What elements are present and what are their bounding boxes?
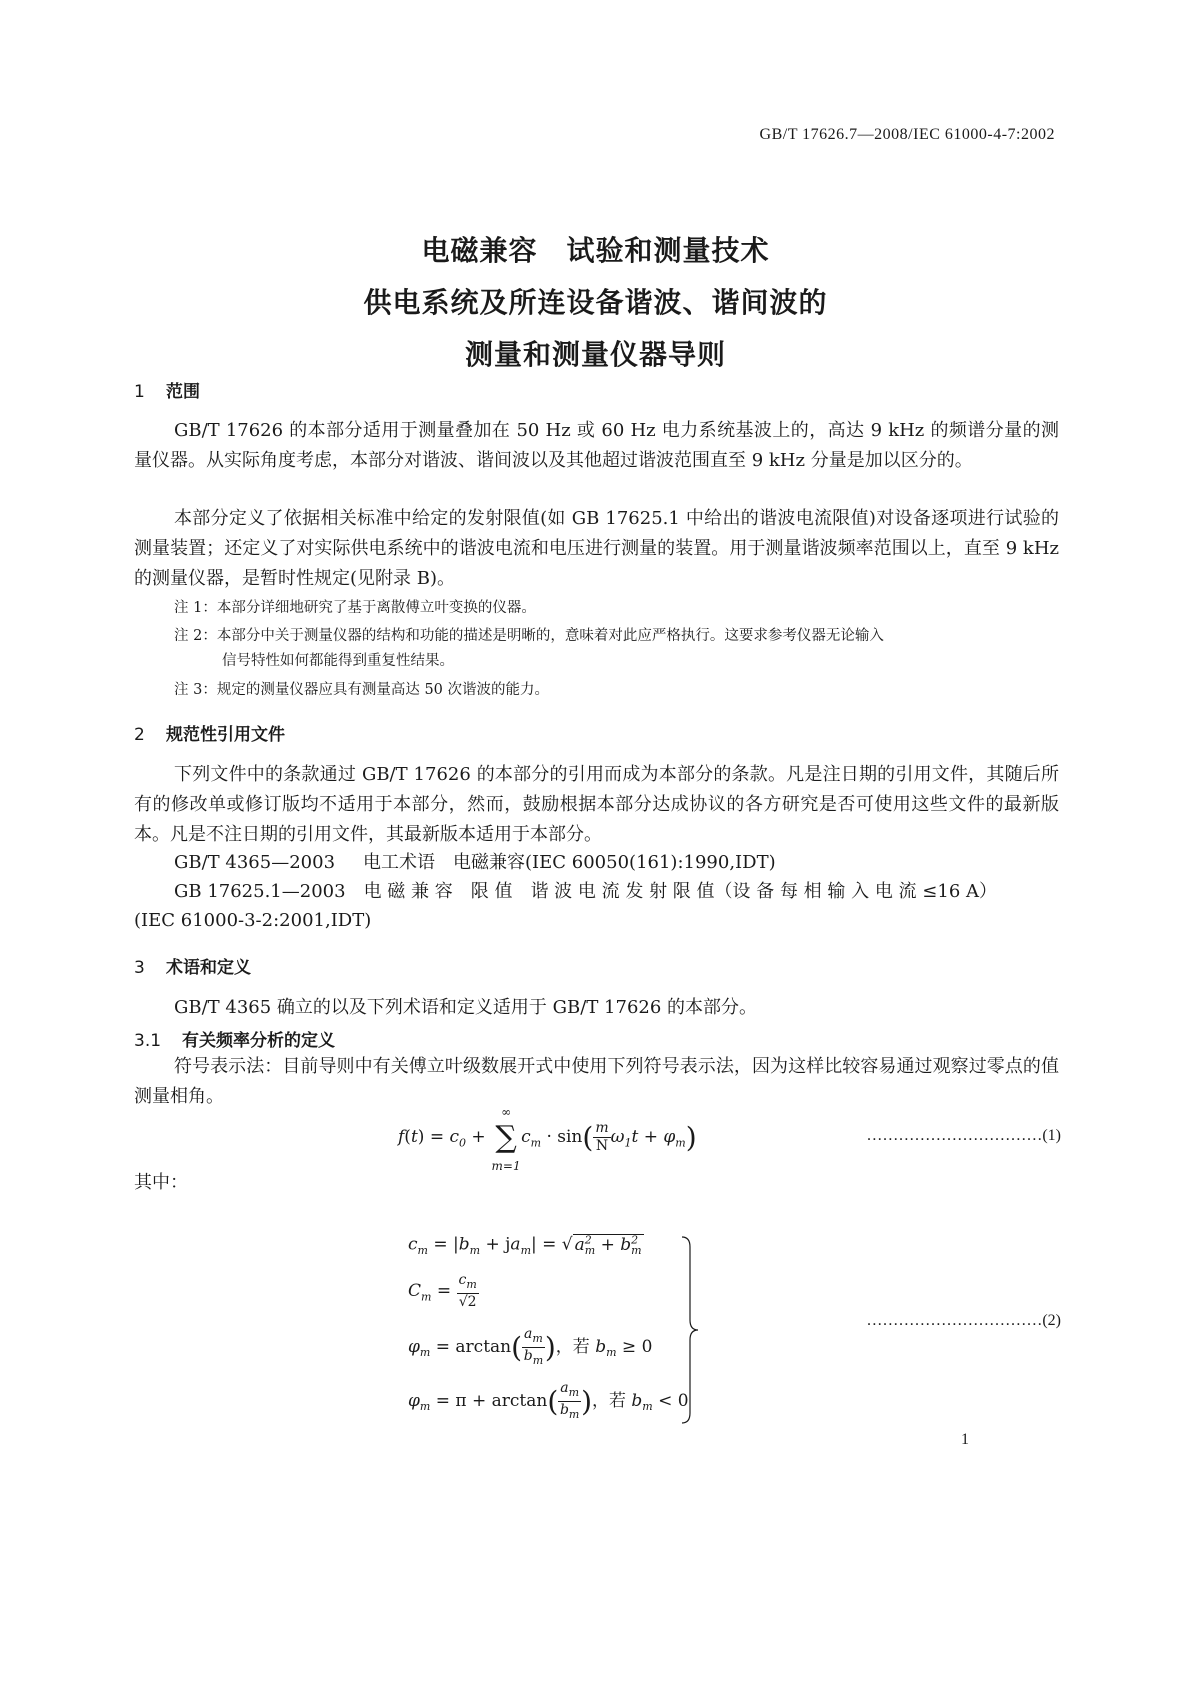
where-label: 其中： bbox=[134, 1172, 188, 1193]
section-title: 术语和定义 bbox=[166, 958, 251, 978]
fraction-am-over-bm: $\frac{a_m}{b_m}$ bbox=[523, 1326, 544, 1367]
title-line-3: 测量和测量仪器导则 bbox=[464, 338, 726, 371]
equation-2-number: ……………………………(2) bbox=[866, 1312, 1061, 1329]
subsection-3-1-heading bbox=[134, 1026, 335, 1051]
equation-1: $f(t) = c_0$ + ∞ ∑ m=1 $c_m \cdot \sin$( $\frac{m}{N}$ $\omega_1t + \varphi_m$) bbox=[398, 1104, 697, 1173]
section-1-paragraph-1: GB/T 17626 的本部分适用于测量叠加在 50 Hz 或 60 Hz 电力系统基波上的，高达 9 kHz 的频谱分量的测量仪器。从实际角度考虑，本部分对谐波、谐间波以及其他超过谐波范围直至 9 kHz 分量是加以区分的。 bbox=[134, 420, 1059, 471]
title-line-2: 供电系统及所连设备谐波、谐间波的 bbox=[363, 286, 828, 319]
section-1-paragraph-2: 本部分定义了依据相关标准中给定的发射限值(如 GB 17625.1 中给出的谐波电流限值)对设备逐项进行试验的测量装置；还定义了对实际供电系统中的谐波电流和电压进行测量的装置。用于测量谐波频率范围以上，直至 9 kHz 的测量仪器，是暂时性规定(见附录 B)。 bbox=[134, 508, 1059, 589]
section-3-heading bbox=[134, 953, 251, 978]
equation-2c: $\varphi_m = \arctan$( $\frac{a_m}{b_m}$ )，若 $b_m \ge 0$ bbox=[408, 1326, 653, 1367]
page-number: 1 bbox=[961, 1431, 969, 1448]
sum-symbol: ∞ ∑ m=1 bbox=[491, 1104, 521, 1173]
reference-2-continuation: (IEC 61000-3-2:2001,IDT) bbox=[134, 910, 372, 931]
section-number: 3 bbox=[134, 958, 145, 978]
fraction-m-over-n: $\frac{m}{N}$ bbox=[595, 1120, 609, 1154]
fraction-am-over-bm: $\frac{a_m}{b_m}$ bbox=[559, 1380, 580, 1421]
section-title: 规范性引用文件 bbox=[166, 725, 285, 745]
fraction-cm-over-sqrt2: $\frac{c_m}{√2}$ bbox=[458, 1272, 477, 1310]
condition-text: ，若 bbox=[592, 1390, 632, 1411]
reference-1-code: GB/T 4365—2003 bbox=[174, 852, 336, 873]
section-2-paragraph-1: 下列文件中的条款通过 GB/T 17626 的本部分的引用而成为本部分的条款。凡是注日期的引用文件，其随后所有的修改单或修订版均不适用于本部分，然而，鼓励根据本部分达成协议的各方研究是否可使用这些文件的最新版本。凡是不注日期的引用文件，其最新版本适用于本部分。 bbox=[134, 764, 1059, 845]
standard-code: GB/T 17626.7—2008/IEC 61000-4-7:2002 bbox=[759, 126, 1055, 143]
subsection-number: 3.1 bbox=[134, 1031, 162, 1051]
section-2-heading bbox=[134, 720, 285, 745]
reference-1 bbox=[174, 848, 776, 878]
condition-text: ，若 bbox=[555, 1336, 596, 1357]
reference-2: GB 17625.1—2003 电 磁 兼 容 限 值 谐 波 电 流 发 射 限 值（设 备 每 相 输 入 电 流 ≤16 A） bbox=[174, 881, 997, 902]
note-3: 注 3：规定的测量仪器应具有测量高达 50 次谐波的能力。 bbox=[174, 682, 550, 698]
note-2-line-1: 注 2：本部分中关于测量仪器的结构和功能的描述是明晰的，意味着对此应严格执行。这要求参考仪器无论输入 bbox=[174, 628, 884, 644]
title-line-1: 电磁兼容 试验和测量技术 bbox=[421, 234, 770, 267]
section-number: 1 bbox=[134, 382, 145, 402]
equation-1-number: ……………………………(1) bbox=[866, 1127, 1061, 1144]
section-number: 2 bbox=[134, 725, 145, 745]
note-2-line-2: 信号特性如何都能得到重复性结果。 bbox=[222, 653, 454, 669]
section-title: 范围 bbox=[166, 382, 200, 402]
section-3-paragraph-1: GB/T 4365 确立的以及下列术语和定义适用于 GB/T 17626 的本部分。 bbox=[174, 997, 758, 1018]
equation-2d: $\varphi_m = \pi + \arctan$( $\frac{a_m}{b_m}$ )，若 $b_m < 0$ bbox=[408, 1380, 689, 1421]
right-brace bbox=[680, 1235, 700, 1425]
equation-2b: $C_m$ = $\frac{c_m}{√2}$ bbox=[408, 1272, 477, 1310]
equation-2a: $c_m = |b_m + ja_m|$ = √ $a^2_m + b^2_m$ bbox=[408, 1233, 642, 1258]
section-3-paragraph-2: 符号表示法：目前导则中有关傅立叶级数展开式中使用下列符号表示法，因为这样比较容易通过观察过零点的值测量相角。 bbox=[134, 1056, 1059, 1107]
document-title bbox=[0, 225, 1191, 381]
subsection-title: 有关频率分析的定义 bbox=[182, 1031, 335, 1051]
note-2 bbox=[174, 624, 1059, 674]
note-1: 注 1：本部分详细地研究了基于离散傅立叶变换的仪器。 bbox=[174, 600, 536, 616]
section-1-heading bbox=[134, 377, 200, 402]
reference-1-title: 电工术语 电磁兼容(IEC 60050(161):1990,IDT) bbox=[363, 852, 776, 873]
